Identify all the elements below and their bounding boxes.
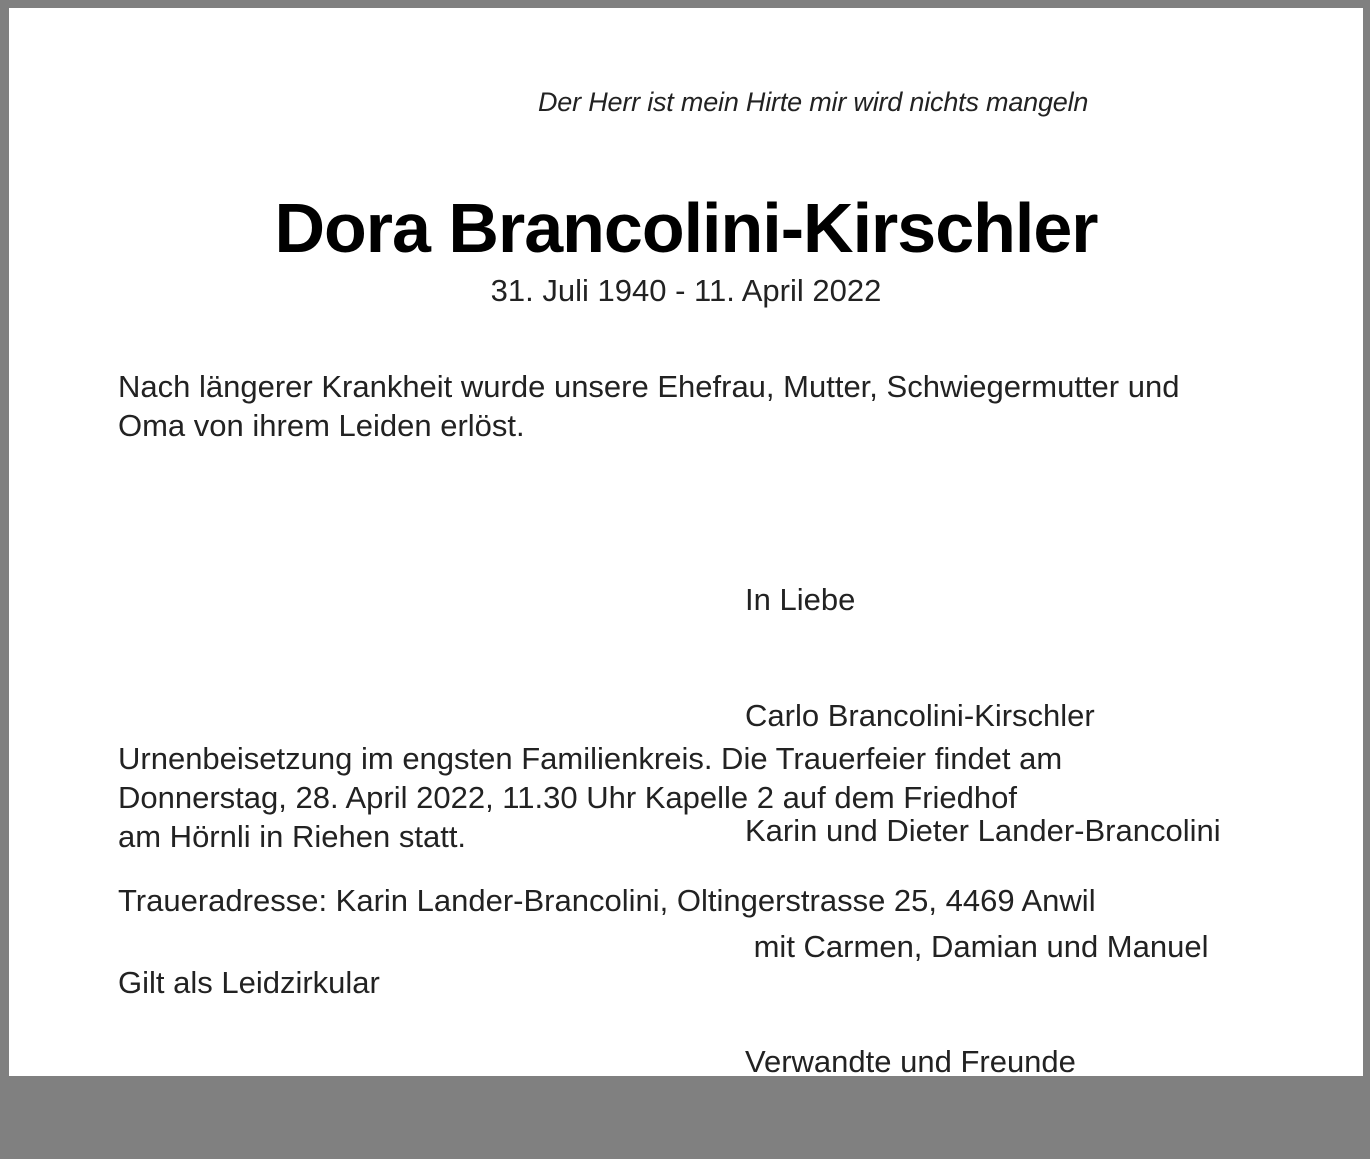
intro-line: Oma von ihrem Leiden erlöst. [118,408,525,443]
life-dates: 31. Juli 1940 - 11. April 2022 [490,273,882,308]
service-line: Donnerstag, 28. April 2022, 11.30 Uhr Kapelle 2 auf dem Friedhof [118,780,1017,815]
signoff-line: mit Carmen, Damian und Manuel [745,928,1209,964]
signoff-line: Karin und Dieter Lander-Brancolini [745,813,1221,848]
deceased-name: Dora Brancolini-Kirschler [274,189,1098,267]
intro-line: Nach längerer Krankheit wurde unsere Ehefrau, Mutter, Schwiegermutter und [118,369,1180,404]
service-line: Urnenbeisetzung im engsten Familienkreis. Die Trauerfeier findet am [118,741,1063,776]
signoff-line: Carlo Brancolini-Kirschler [745,697,1095,733]
mourning-address: Traueradresse: Karin Lander-Brancolini, Oltingerstrasse 25, 4469 Anwil [118,883,1096,918]
motto-verse: Der Herr ist mein Hirte mir wird nichts mangeln [538,87,1089,117]
signoff-line: In Liebe [745,582,856,617]
service-line: am Hörnli in Riehen statt. [118,819,467,854]
service-paragraph [118,739,1062,856]
obituary-notice [9,8,1363,1079]
circular-note: Gilt als Leidzirkular [118,965,380,1000]
intro-paragraph [118,367,1179,445]
signoff-line: Verwandte und Freunde [745,1044,1076,1079]
